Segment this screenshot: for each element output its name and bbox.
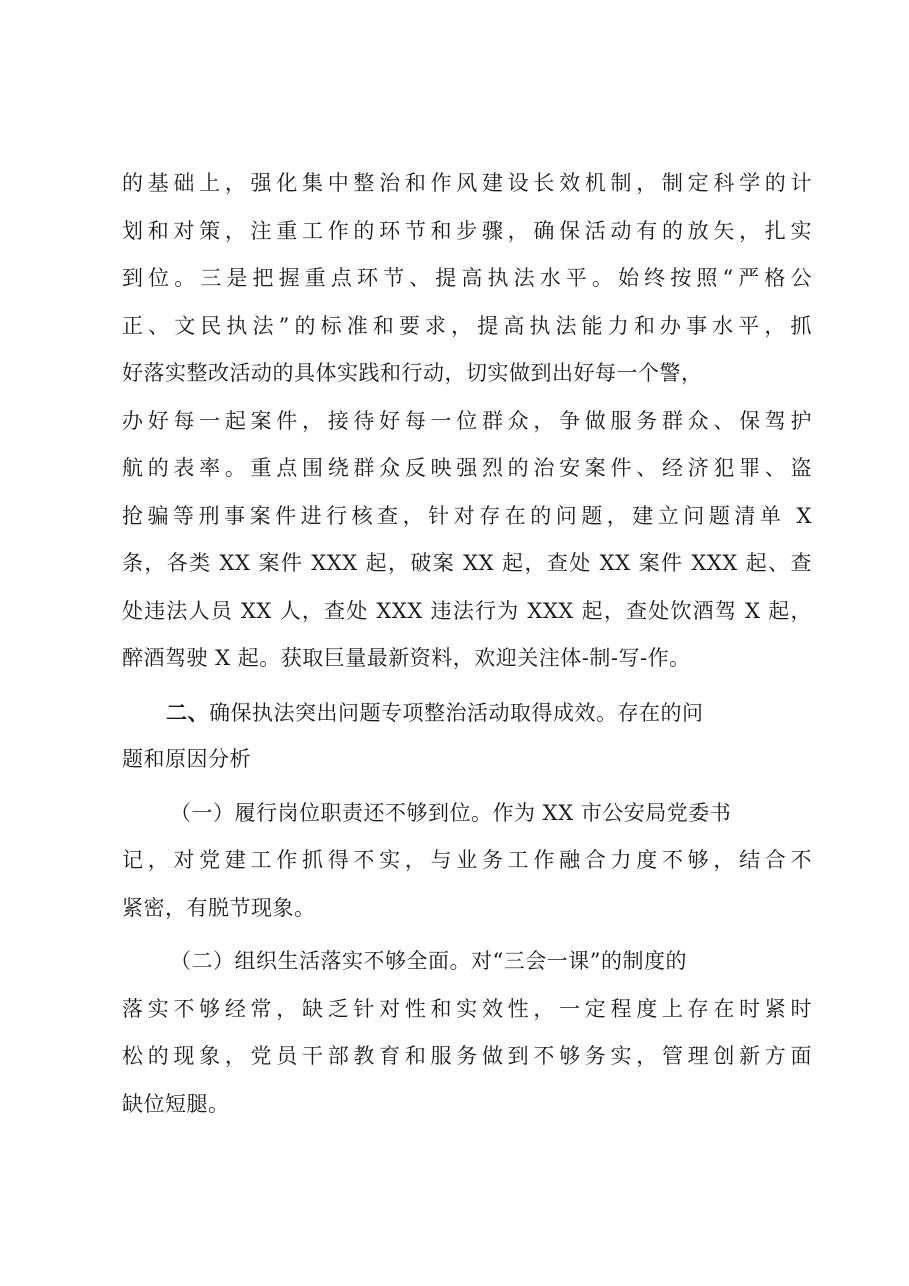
section-number: 二、 <box>166 699 209 725</box>
paragraph-line: 缺位短腿。 <box>122 1091 230 1116</box>
paragraph-line: 记，对党建工作抓得不实，与业务工作融合力度不够，结合不 <box>122 848 812 872</box>
section-heading-line: 题和原因分析 <box>122 747 251 771</box>
paragraph-line: 正、文民执法”的标准和要求，提高执法能力和办事水平，抓 <box>122 313 812 338</box>
paragraph-line: 的基础上，强化集中整治和作风建设长效机制，制定科学的计 <box>122 171 812 195</box>
paragraph-line: 划和对策，注重工作的环节和步骤，确保活动有的放矢，扎实 <box>122 218 812 243</box>
section-heading-text: 确保执法突出问题专项整治活动取得成效。存在的问 <box>209 700 704 725</box>
paragraph-line: （一）履行岗位职责还不够到位。作为 XX 市公安局党委书 <box>170 800 732 825</box>
paragraph-line: 松的现象，党员干部教育和服务做到不够务实，管理创新方面 <box>122 1044 812 1068</box>
paragraph-line: 醉酒驾驶 X 起。获取巨量最新资料，欢迎关注体-制-写-作。 <box>122 646 691 670</box>
paragraph-line: 条，各类 XX 案件 XXX 起，破案 XX 起，查处 XX 案件 XXX 起、查 <box>122 551 812 575</box>
document-body <box>122 160 812 1128</box>
paragraph-line: （二）组织生活落实不够全面。对“三会一课”的制度的 <box>170 949 687 973</box>
paragraph-line: 好落实整改活动的具体实践和行动，切实做到出好每一个警， <box>122 361 703 385</box>
paragraph-line: 紧密，有脱节现象。 <box>122 895 316 920</box>
paragraph-line: 处违法人员 XX 人，查处 XXX 违法行为 XXX 起，查处饮酒驾 X 起， <box>122 598 812 623</box>
section-heading-line <box>122 689 812 737</box>
paragraph-line: 航的表率。重点围绕群众反映强烈的治安案件、经济犯罪、盗 <box>122 456 812 480</box>
paragraph-line: 抢骗等刑事案件进行核查，针对存在的问题，建立问题清单 X <box>122 503 812 528</box>
paragraph-line: 落实不够经常，缺乏针对性和实效性，一定程度上存在时紧时 <box>122 996 812 1021</box>
paragraph-line: 到位。三是把握重点环节、提高执法水平。始终按照“严格公 <box>122 266 812 290</box>
paragraph-line: 办好每一起案件，接待好每一位群众，争做服务群众、保驾护 <box>122 408 812 433</box>
